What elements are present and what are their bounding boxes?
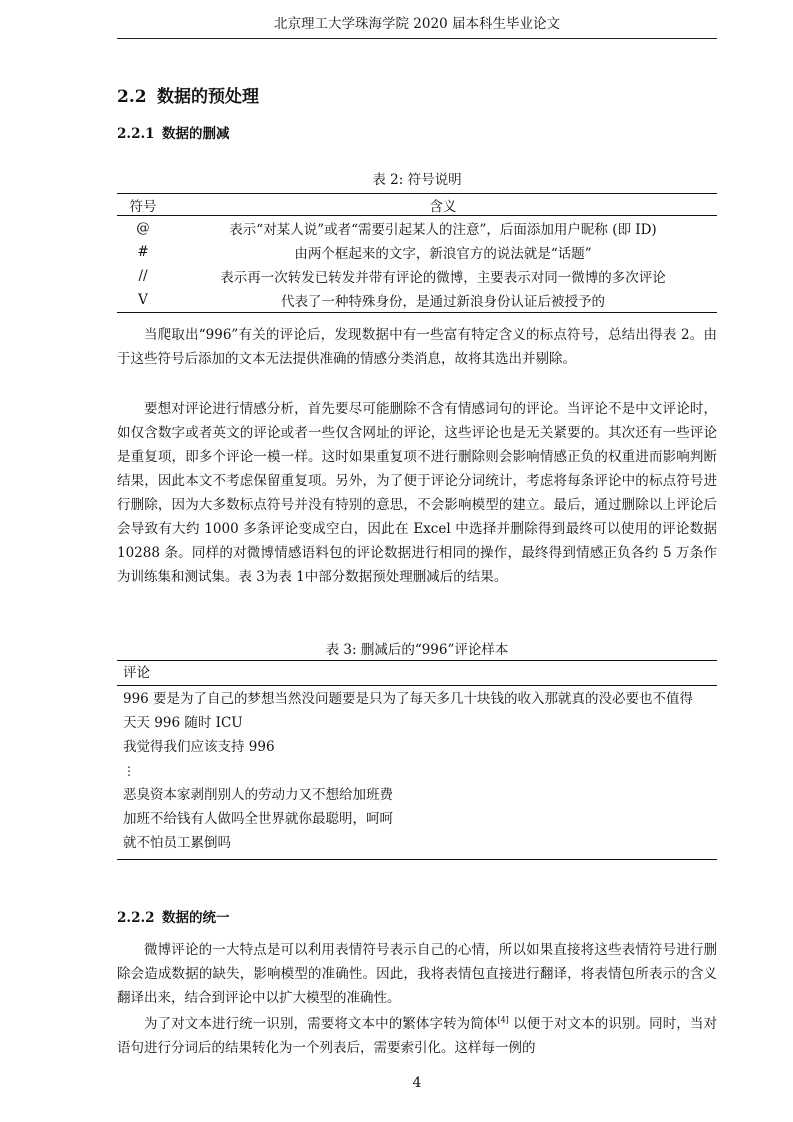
- table3-caption: 表 3: 删减后的“996”评论样本: [325, 642, 509, 658]
- running-header: 北京理工大学珠海学院 2020 届本科生毕业论文: [117, 14, 717, 39]
- column-header-comment: 评论: [117, 660, 717, 686]
- section-title: 数据的预处理: [157, 87, 259, 107]
- column-header-meaning: 含义: [169, 194, 717, 216]
- section-number: 2.2: [117, 87, 147, 107]
- table-row: [117, 216, 717, 241]
- table-row: 我觉得我们应该支持 996: [123, 739, 275, 755]
- column-header-symbol: 符号: [117, 194, 169, 216]
- table-row: 就不怕员工累倒吗: [123, 835, 231, 851]
- citation-ref: [4]: [497, 1015, 509, 1025]
- table-row: 恶臭资本家剥削别人的劳动力又不想给加班费: [123, 787, 393, 803]
- paragraph-4-text-b: 以便于对文本的识别。同时，当对语句进行分词后的结果转化为一个列表后，需要索引化。这样每一例的: [117, 1016, 718, 1056]
- paragraph-4-text-a: 为了对文本进行统一识别，需要将文本中的繁体字转为简体: [144, 1016, 498, 1032]
- meaning-cell: 表示“对某人说”或者“需要引起某人的注意”，后面添加用户昵称 (即 ID): [229, 222, 657, 238]
- table-row: 加班不给钱有人做吗全世界就你最聪明，呵呵: [123, 811, 393, 827]
- section-heading: [117, 82, 259, 107]
- subsection-number: 2.2.1: [117, 126, 155, 142]
- paragraph-3: 微博评论的一大特点是可以利用表情符号表示自己的心情，所以如果直接将这些表情符号进行删除会造成数据的缺失，影响模型的准确性。因此，我将表情包直接进行翻译，将表情包所表示的含义翻译出来，结合到评论中以扩大模型的准确性。: [117, 942, 717, 1006]
- subsection-heading-2: [117, 906, 230, 926]
- table-row: 天天 996 随时 ICU: [123, 715, 243, 731]
- table-row: [117, 240, 717, 264]
- vertical-ellipsis: ⋮: [123, 764, 135, 778]
- meaning-cell: 表示再一次转发已转发并带有评论的微博，主要表示对同一微博的多次评论: [220, 270, 666, 286]
- paragraph-1: 当爬取出“996”有关的评论后，发现数据中有一些富有特定含义的标点符号，总结出得表 2。由于这些符号后添加的文本无法提供准确的情感分类消息，故将其选出并剔除。: [117, 327, 717, 367]
- meaning-cell: 代表了一种特殊身份，是通过新浪身份认证后被授予的: [169, 288, 717, 313]
- subsection-heading-1: [117, 122, 230, 142]
- subsection-title: 数据的统一: [162, 910, 230, 926]
- table-header-row: [117, 194, 717, 216]
- symbol-cell: #: [137, 244, 149, 260]
- symbol-cell: V: [117, 288, 169, 313]
- paragraph-4: [117, 1012, 717, 1060]
- table-body: [117, 686, 717, 860]
- comment-sample-table: [117, 660, 717, 860]
- meaning-cell: 由两个框起来的文字，新浪官方的说法就是“话题”: [294, 246, 592, 262]
- table2-caption: 表 2: 符号说明: [372, 172, 462, 188]
- page-number: 4: [412, 1075, 422, 1091]
- symbol-cell: //: [138, 268, 148, 284]
- subsection-title: 数据的删减: [162, 126, 230, 142]
- symbol-table: [117, 193, 717, 313]
- table-row: [117, 264, 717, 288]
- subsection-number: 2.2.2: [117, 910, 155, 926]
- paragraph-2: 要想对评论进行情感分析，首先要尽可能删除不含有情感词句的评论。当评论不是中文评论时，如仅含数字或者英文的评论或者一些仅含网址的评论，这些评论也是无关紧要的。其次还有一些评论是重复项，即多个评论一模一样。这时如果重复项不进行删除则会影响情感正负的权重进而影响判断结果，因此本文不考虑保留重复项。另外，为了便于评论分词统计，考虑将每条评论中的标点符号进行删除，因为大多数标点符号并没有特别的意思，不会影响模型的建立。最后，通过删除以上评论后会导致有大约 1000 多条评论变成空白，因此在 Excel 中选择并删除得到最终可以使用的评论数据 10288 条。同样的对微博情感语料包的评论数据进行相同的操作，最终得到情感正负各约 5 万条作为训练集和测试集。表 3为表 1中部分数据预处理删减后的结果。: [117, 401, 717, 585]
- symbol-cell: @: [136, 220, 150, 236]
- table-row: [117, 288, 717, 313]
- table-row: 996 要是为了自己的梦想当然没问题要是只为了每天多几十块钱的收入那就真的没必要也不值得: [123, 691, 694, 707]
